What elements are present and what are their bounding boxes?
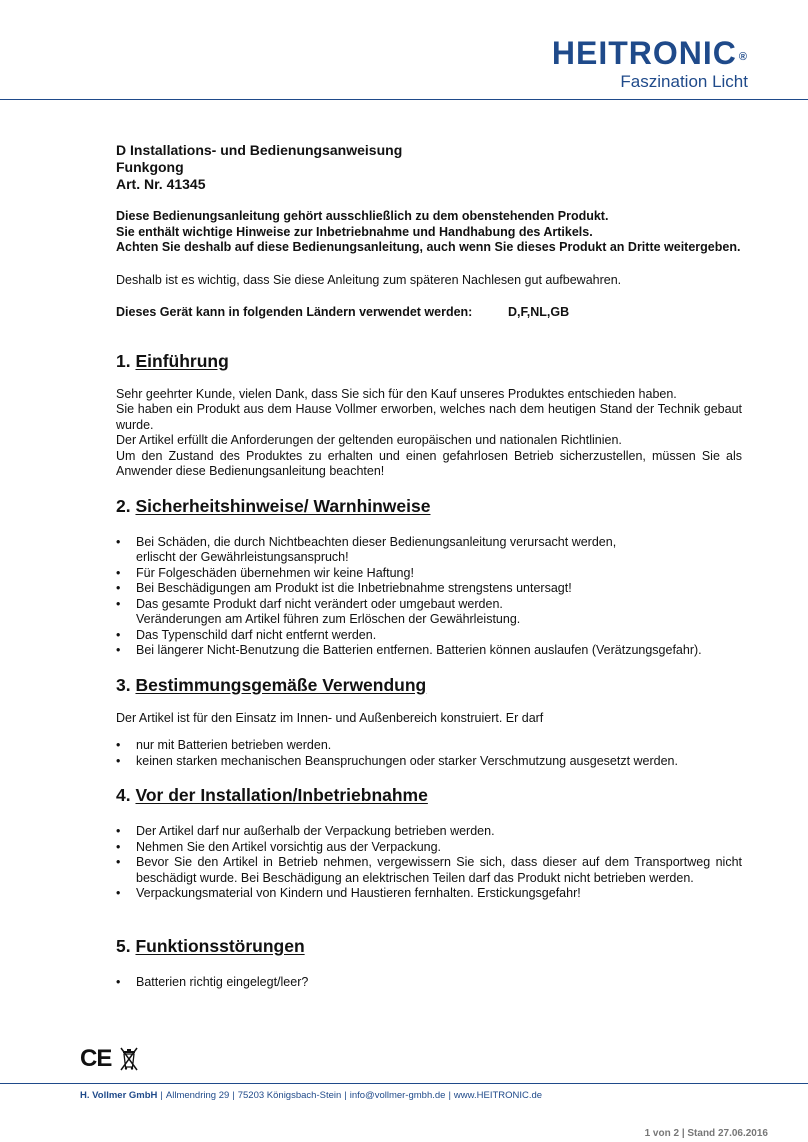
list-item-text: • Das gesamte Produkt darf nicht verändert oder umgebaut werden.: [136, 596, 503, 611]
registered-mark: ®: [738, 51, 748, 63]
safety-list: [116, 535, 742, 659]
section-body-einfuehrung: [116, 387, 742, 480]
brand-logo: [552, 36, 748, 92]
list-item: [116, 855, 742, 886]
list-item: [116, 628, 742, 644]
section-heading-sicherheit: [116, 496, 742, 516]
brand-name: [552, 36, 748, 70]
section-heading-verwendung: [116, 675, 742, 695]
list-item: [116, 581, 742, 597]
paragraph: Um den Zustand des Produktes zu erhalten und einen gefahrlosen Betrieb sicherzustellen, müssen Sie als Anwender diese Bedienungsanleitung beachten!: [116, 448, 742, 478]
paragraph: Sehr geehrter Kunde, vielen Dank, dass Sie sich für den Kauf unseres Produktes entschieden haben.: [116, 386, 677, 401]
list-item-text: • Bei Beschädigungen am Produkt ist die Inbetriebnahme strengstens untersagt!: [136, 581, 572, 595]
document-title: [116, 142, 742, 193]
title-line: D Installations- und Bedienungsanweisung: [116, 142, 403, 158]
brand-tagline: Faszination Licht: [620, 72, 748, 91]
paragraph: Der Artikel erfüllt die Anforderungen der geltenden europäischen und nationalen Richtlinien.: [116, 433, 622, 447]
list-item-text: • Batterien richtig eingelegt/leer?: [136, 974, 309, 989]
list-item-text: • Bei Schäden, die durch Nichtbeachten dieser Bedienungsanleitung verursacht werden,: [136, 534, 617, 549]
list-item-text: • Der Artikel darf nur außerhalb der Verpackung betrieben werden.: [136, 824, 495, 838]
usage-lead: Der Artikel ist für den Einsatz im Innen- und Außenbereich konstruiert. Er darf: [116, 710, 544, 725]
list-item: [116, 597, 742, 628]
list-item-text: Veränderungen am Artikel führen zum Erlöschen der Gewährleistung.: [136, 612, 521, 626]
list-item: [116, 840, 742, 856]
section-number: 3.: [116, 674, 131, 695]
section-number: 4.: [116, 785, 131, 805]
list-item: [116, 824, 742, 840]
revision-date: | Stand 27.06.2016: [681, 1128, 768, 1139]
intro-line: Diese Bedienungsanleitung gehört ausschließlich zu dem obenstehenden Produkt.: [116, 209, 609, 223]
section-title: Funktionsstörungen: [135, 935, 305, 956]
section-number: 5.: [116, 935, 131, 956]
section-title: Sicherheitshinweise/ Warnhinweise: [135, 495, 431, 516]
section-title: Bestimmungsgemäße Verwendung: [135, 674, 427, 695]
brand-text: HEITRONIC: [551, 35, 737, 71]
section-heading-installation: [116, 785, 742, 805]
list-item-text: • Für Folgeschäden übernehmen wir keine Haftung!: [136, 565, 414, 580]
title-line: Funkgong: [116, 159, 184, 175]
list-item: [116, 643, 742, 659]
footer-divider: [0, 1083, 808, 1084]
ce-mark: CE: [80, 1045, 112, 1072]
section-title: Vor der Installation/Inbetriebnahme: [135, 785, 428, 805]
section-heading-einfuehrung: [116, 351, 742, 371]
intro-line: Sie enthält wichtige Hinweise zur Inbetriebnahme und Handhabung des Artikels.: [116, 224, 593, 239]
usage-list: [116, 738, 742, 769]
section-title: Einführung: [135, 350, 229, 371]
city: 75203 Königsbach-Stein: [237, 1090, 342, 1101]
list-item-text: erlischt der Gewährleistungsanspruch!: [136, 550, 349, 564]
intro-note: [116, 209, 742, 256]
keep-note: Deshalb ist es wichtig, dass Sie diese Anleitung zum späteren Nachlesen gut aufbewahren.: [116, 272, 622, 287]
countries-row: [116, 305, 742, 321]
countries-value: D,F,NL,GB: [508, 305, 570, 319]
section-number: 1.: [116, 350, 131, 371]
list-item-text: • keinen starken mechanischen Beanspruchungen oder starker Verschmutzung ausgesetzt werden.: [136, 753, 678, 768]
header-divider: [0, 99, 808, 100]
list-item: [116, 975, 742, 991]
paragraph: Sie haben ein Produkt aus dem Hause Vollmer erworben, welches nach dem heutigen Stand der Technik gebaut wurde.: [116, 402, 742, 432]
list-item: [116, 566, 742, 582]
list-item-text: • Nehmen Sie den Artikel vorsichtig aus der Verpackung.: [136, 839, 442, 854]
footer-address: H. Vollmer GmbH | Allmendring 29 | 75203 Königsbach-Stein | info@vollmer-gmbh.de | www.HEITRONIC.de: [80, 1090, 543, 1101]
street: Allmendring 29: [165, 1090, 230, 1101]
weee-bin-icon: [119, 1046, 139, 1072]
list-item-text: • nur mit Batterien betrieben werden.: [136, 738, 332, 752]
list-item-text: • Bevor Sie den Artikel in Betrieb nehmen, vergewissern Sie sich, dass dieser auf dem Transportweg nicht beschädigt wurde. Bei Beschädigung an elektrischen Teilen darf das Produkt nicht betrieben werden.: [136, 855, 742, 885]
section-heading-stoerungen: [116, 936, 742, 956]
list-item-text: • Verpackungsmaterial von Kindern und Haustieren fernhalten. Erstickungsgefahr!: [136, 886, 581, 900]
company-name: H. Vollmer GmbH: [80, 1090, 158, 1101]
list-item-text: • Das Typenschild darf nicht entfernt werden.: [136, 627, 377, 642]
intro-line: Achten Sie deshalb auf diese Bedienungsanleitung, auch wenn Sie dieses Produkt an Dritte weitergeben.: [116, 240, 741, 254]
list-item: [116, 886, 742, 902]
section-number: 2.: [116, 495, 131, 516]
list-item: [116, 535, 742, 566]
page-number: 1 von 2: [644, 1128, 680, 1139]
title-line: Art. Nr. 41345: [116, 176, 206, 192]
certification-marks: [80, 1046, 139, 1072]
troubleshooting-list: [116, 975, 742, 991]
website-link[interactable]: www.HEITRONIC.de: [453, 1090, 543, 1101]
email-link[interactable]: info@vollmer-gmbh.de: [349, 1090, 446, 1101]
list-item: [116, 754, 742, 770]
page-info: [645, 1128, 768, 1139]
document-body: [116, 142, 742, 990]
installation-list: [116, 824, 742, 902]
countries-label: Dieses Gerät kann in folgenden Ländern verwendet werden:: [116, 305, 473, 319]
list-item: [116, 738, 742, 754]
list-item-text: • Bei längerer Nicht-Benutzung die Batterien entfernen. Batterien können auslaufen (Verätzungsgefahr).: [136, 643, 702, 657]
